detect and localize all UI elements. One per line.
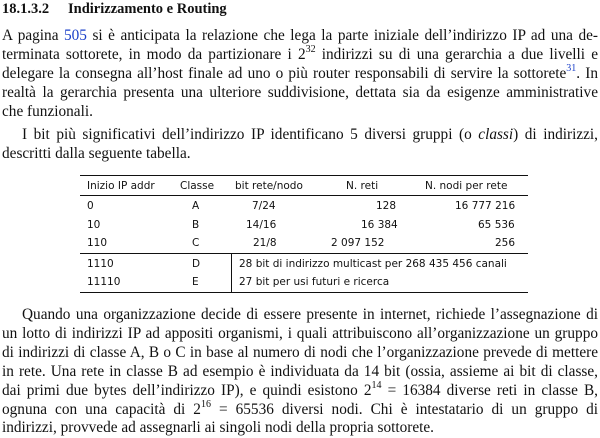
table-cell: 7/24 bbox=[252, 200, 276, 212]
table-top-rule bbox=[80, 175, 528, 176]
table-cell: E bbox=[192, 276, 199, 288]
table-cell: 16 384 bbox=[361, 219, 398, 231]
table-cell: 16 777 216 bbox=[455, 200, 516, 212]
para3-line5: dai primi due bytes dell’indirizzo IP), e quindi esistono $2^{14} = 16384$ diverse reti in classe B, bbox=[2, 379, 598, 399]
para1-line5: che funzionali. bbox=[2, 103, 93, 120]
header-bits: bit rete/nodo bbox=[235, 180, 303, 192]
table-cell: C bbox=[192, 237, 200, 249]
para1-line1: A pagina 505 si è anticipata la relazione che lega la parte iniziale dell’indirizzo IP ad una de- bbox=[2, 27, 598, 44]
section-heading bbox=[2, 1, 227, 18]
section-title: Indirizzamento e Routing bbox=[68, 1, 227, 17]
para1-line2: terminata sottorete, in modo da partizionare i $2^{32}$ indirizzi su di una gerarchia a due livelli e bbox=[2, 43, 598, 63]
para3-line7: indirizzi, provvede ad assegnarli ai singoli nodi della propria sottorete. bbox=[2, 419, 435, 436]
table-cell: 28 bit di indirizzo multicast per 268 435 456 canali bbox=[239, 258, 507, 270]
table-cell: 256 bbox=[495, 237, 516, 249]
table-cell: 128 bbox=[376, 200, 397, 212]
para3-line3: di indirizzi di classe A, B o C in base al numero di nodi che l’organizzazione prevede di mettere bbox=[2, 344, 598, 361]
section-number: 18.1.3.2 bbox=[2, 1, 50, 17]
para3-line6: ognuna con una capacità di $2^{16} = 65536$ diversi nodi. Chi è intestatario di un gruppo di bbox=[2, 398, 599, 418]
table-vertical-rule bbox=[231, 253, 232, 292]
para2-line2: descritti dalla seguente tabella. bbox=[2, 145, 191, 162]
page-reference-link[interactable]: 505 bbox=[64, 27, 87, 44]
table-cell: 11110 bbox=[87, 276, 121, 288]
table-cell: 110 bbox=[87, 237, 108, 249]
header-nodes: N. nodi per rete bbox=[425, 180, 508, 192]
para1-line3: delegare la consegna all’host finale ad uno o più router responsabili di servire la sottorete$^{31}$. In bbox=[2, 62, 598, 82]
table-cell: A bbox=[192, 200, 200, 212]
table-cell: 14/16 bbox=[246, 219, 277, 231]
table-cell: 21/8 bbox=[253, 237, 277, 249]
table-cell: B bbox=[192, 219, 200, 231]
table-header-rule bbox=[80, 195, 528, 196]
table-mid-rule bbox=[80, 253, 528, 254]
para3-line4: in rete. Una rete in classe B ad esempio è individuata da 14 bit (ossia, assieme ai bit di classe, bbox=[2, 363, 598, 380]
para3-line1: Quando una organizzazione decide di essere presente in internet, richiede l’assegnazione di bbox=[22, 306, 598, 323]
header-networks: N. reti bbox=[346, 180, 379, 192]
para3-line2: un lotto di indirizzi IP ad appositi organismi, i quali attribuiscono all’organizzazione un gruppo bbox=[2, 325, 598, 342]
table-cell: 27 bit per usi futuri e ricerca bbox=[239, 276, 390, 288]
table-cell: D bbox=[192, 258, 201, 270]
table-cell: 0 bbox=[87, 200, 94, 212]
table-cell: 2 097 152 bbox=[331, 237, 385, 249]
para2-line1: I bit più significativi dell’indirizzo IP identificano 5 diversi gruppi (o classi) di indirizzi, bbox=[22, 126, 598, 143]
footnote-reference-31[interactable]: 31 bbox=[566, 62, 577, 74]
header-class: Classe bbox=[180, 180, 215, 192]
para1-line4: realtà la gerarchia presenta una ulteriore suddivisione, dettata sia da esigenze amministrative bbox=[2, 84, 598, 101]
table-cell: 65 536 bbox=[478, 219, 515, 231]
table-bottom-rule bbox=[80, 292, 528, 293]
table-cell: 1110 bbox=[87, 258, 114, 270]
table-cell: 10 bbox=[87, 219, 101, 231]
header-start-ip: Inizio IP addr bbox=[87, 180, 155, 192]
